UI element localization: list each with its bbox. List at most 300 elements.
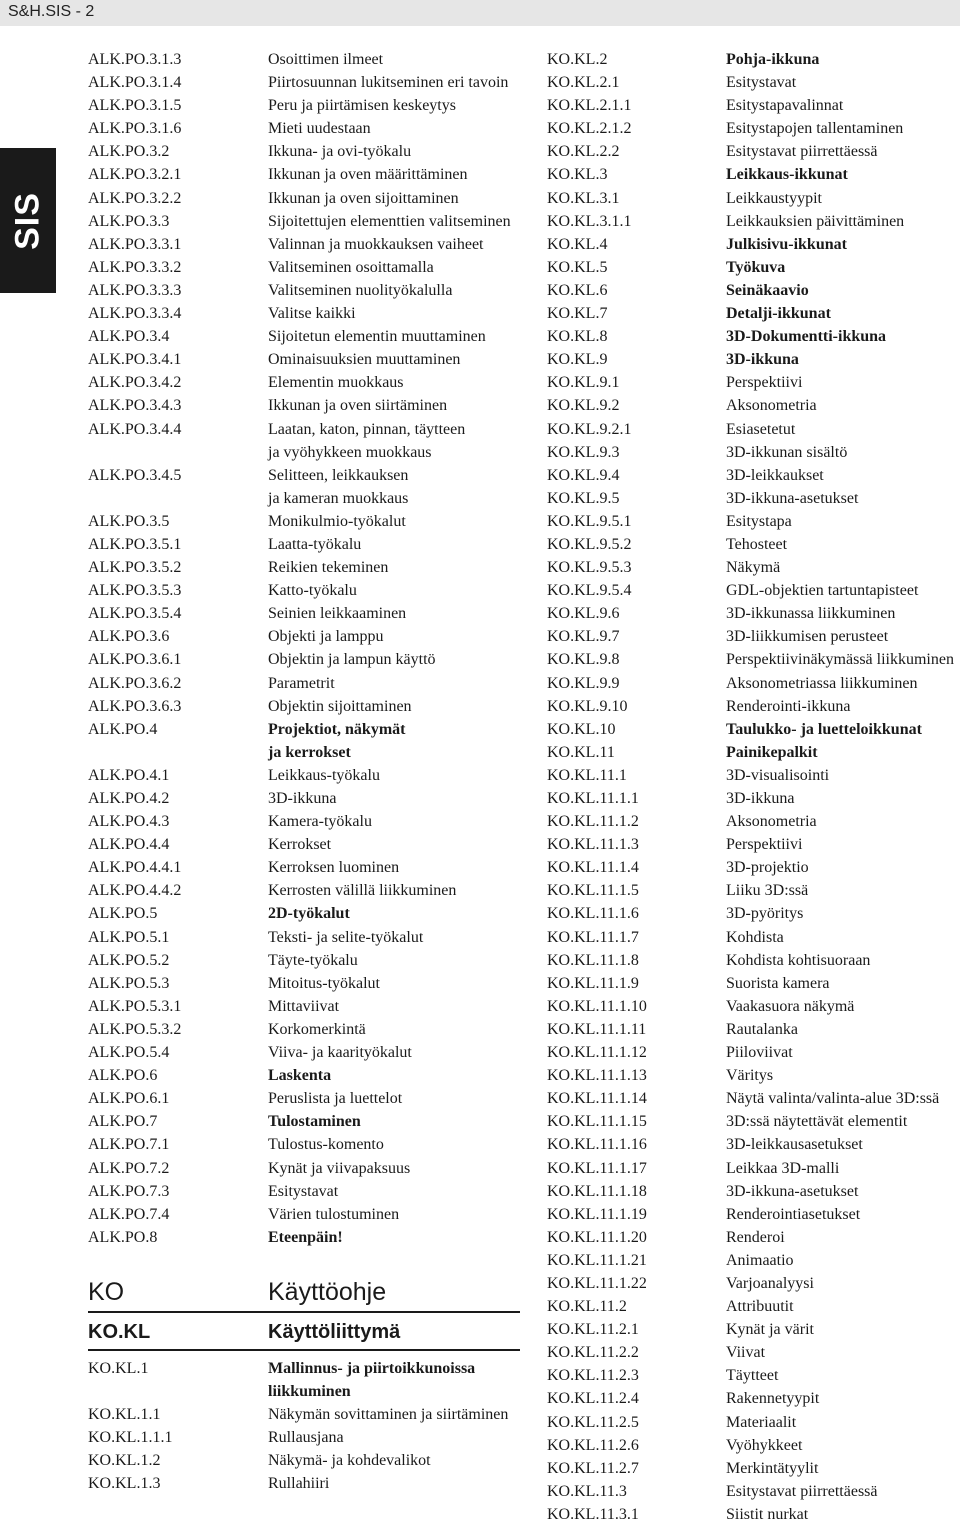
toc-entry	[547, 741, 960, 764]
toc-entry-code: KO.KL.11.1.4	[547, 859, 639, 877]
toc-entry	[547, 117, 960, 140]
toc-left-list-2	[88, 1357, 526, 1496]
toc-entry-code: KO.KL.9.3	[547, 443, 620, 461]
toc-entry	[547, 279, 960, 302]
toc-entry-code: ALK.PO.7.3	[88, 1182, 170, 1200]
toc-entry-title: Teksti- ja selite-työkalut	[268, 928, 424, 946]
toc-entry-code: KO.KL.2	[547, 51, 608, 68]
toc-entry-title: Renderoi	[726, 1228, 785, 1246]
toc-entry	[88, 418, 526, 441]
toc-entry-code: KO.KL.1.1.1	[88, 1429, 173, 1447]
toc-entry-code: KO.KL.11.1.15	[547, 1113, 647, 1131]
toc-entry-code	[88, 441, 268, 464]
toc-entry-title: ja kerrokset	[268, 743, 351, 761]
toc-entry-code: KO.KL.2.1.1	[547, 97, 632, 115]
toc-entry-title: ja kameran muokkaus	[268, 489, 409, 507]
toc-entry-title: Tulostus-komento	[268, 1136, 384, 1154]
toc-entry-title: Renderointi-ikkuna	[726, 697, 851, 715]
section-divider	[88, 1349, 520, 1351]
toc-entry	[88, 810, 526, 833]
toc-entry-title: Aksonometria	[726, 813, 817, 831]
toc-right-column	[547, 48, 960, 1526]
toc-entry-title: Näkymän sovittaminen ja siirtäminen	[268, 1406, 509, 1424]
toc-entry	[547, 1364, 960, 1387]
toc-entry	[547, 902, 960, 925]
toc-entry-code: KO.KL.11.1.3	[547, 836, 639, 854]
toc-entry-title: 3D-projektio	[726, 859, 809, 877]
section-ko	[88, 1277, 526, 1313]
section-code: KO	[88, 1277, 125, 1306]
toc-entry-title: Mittaviivat	[268, 997, 340, 1015]
toc-entry	[88, 695, 526, 718]
toc-entry	[547, 1133, 960, 1156]
toc-entry	[88, 1203, 526, 1226]
toc-entry	[547, 602, 960, 625]
toc-entry-title: Varjoanalyysi	[726, 1274, 814, 1292]
toc-entry	[88, 1472, 526, 1495]
toc-entry-title: 2D-työkalut	[268, 905, 350, 923]
toc-entry-title: Tulostaminen	[268, 1113, 361, 1131]
toc-entry	[547, 256, 960, 279]
toc-entry	[88, 1226, 526, 1249]
toc-entry-code: KO.KL.11.3.1	[547, 1505, 639, 1523]
toc-entry	[88, 764, 526, 787]
toc-entry-code: ALK.PO.3.5.1	[88, 535, 182, 553]
toc-entry-title: Objekti ja lamppu	[268, 628, 384, 646]
toc-entry-title: Kynät ja viivapaksuus	[268, 1159, 411, 1177]
toc-entry-code: ALK.PO.3.3	[88, 212, 170, 230]
toc-entry	[547, 1249, 960, 1272]
toc-entry-title: Aksonometriassa liikkuminen	[726, 674, 918, 692]
toc-entry-code: ALK.PO.3.2.1	[88, 166, 182, 184]
toc-entry	[547, 625, 960, 648]
toc-entry	[547, 394, 960, 417]
toc-entry-title: 3D-ikkunassa liikkuminen	[726, 605, 896, 623]
toc-entry	[88, 394, 526, 417]
toc-entry	[547, 1341, 960, 1364]
toc-entry	[547, 579, 960, 602]
toc-entry-code: KO.KL.3.1.1	[547, 212, 632, 230]
toc-entry	[547, 71, 960, 94]
toc-entry	[547, 348, 960, 371]
toc-entry-code: ALK.PO.3.4.3	[88, 397, 182, 415]
toc-entry-code: ALK.PO.3.3.2	[88, 258, 182, 276]
toc-entry-title: 3D-ikkuna	[726, 790, 795, 807]
toc-entry-code: KO.KL.9	[547, 351, 608, 369]
toc-entry-title: ja vyöhykkeen muokkaus	[268, 443, 432, 461]
toc-entry-code: ALK.PO.5	[88, 905, 158, 923]
toc-entry	[547, 695, 960, 718]
toc-entry	[547, 302, 960, 325]
toc-entry	[88, 1110, 526, 1133]
toc-entry-code: KO.KL.11.1	[547, 766, 627, 784]
toc-entry-title: Viiva- ja kaarityökalut	[268, 1044, 412, 1062]
toc-entry	[547, 94, 960, 117]
toc-entry-code	[88, 1380, 268, 1403]
toc-entry-code: ALK.PO.3.4.4	[88, 420, 182, 438]
toc-entry-title: 3D-ikkuna-asetukset	[726, 489, 859, 507]
toc-entry	[547, 1064, 960, 1087]
toc-entry-title: Detalji-ikkunat	[726, 305, 831, 323]
toc-entry-title: Viivat	[726, 1344, 766, 1362]
section-title: Käyttöliittymä	[268, 1320, 401, 1343]
toc-entry-code: KO.KL.3.1	[547, 189, 620, 207]
toc-entry	[547, 533, 960, 556]
toc-entry	[88, 879, 526, 902]
toc-entry-code: KO.KL.11.1.5	[547, 882, 639, 900]
toc-entry	[88, 371, 526, 394]
toc-entry-code: KO.KL.11.3	[547, 1482, 627, 1500]
toc-entry	[88, 487, 526, 510]
toc-entry-code: KO.KL.11.1.19	[547, 1205, 647, 1223]
section-divider	[88, 1311, 520, 1313]
toc-entry-title: Näytä valinta/valinta-alue 3D:ssä	[726, 1090, 940, 1108]
toc-entry-title: Vyöhykkeet	[726, 1436, 803, 1454]
toc-entry	[88, 625, 526, 648]
toc-entry-code: ALK.PO.4.4.2	[88, 882, 182, 900]
toc-entry-title: Sijoitettujen elementtien valitseminen	[268, 212, 511, 230]
toc-entry-title: Piirtosuunnan lukitseminen eri tavoin	[268, 74, 509, 92]
toc-entry	[547, 163, 960, 186]
toc-entry-code: KO.KL.9.5.3	[547, 559, 632, 577]
toc-entry-title: Attribuutit	[726, 1298, 794, 1316]
toc-entry-code: ALK.PO.5.3	[88, 974, 170, 992]
toc-entry-title: Aksonometria	[726, 397, 817, 415]
toc-entry-code: ALK.PO.3.4.5	[88, 466, 182, 484]
toc-entry	[88, 533, 526, 556]
toc-entry-title: Ominaisuuksien muuttaminen	[268, 351, 461, 369]
toc-entry-title: Valitseminen nuolityökalulla	[268, 281, 453, 299]
toc-entry-title: Ikkuna- ja ovi-työkalu	[268, 143, 412, 161]
toc-entry-code: KO.KL.11.1.12	[547, 1044, 647, 1062]
section-heading-ko	[88, 1277, 526, 1307]
toc-entry	[88, 163, 526, 186]
toc-entry-code: KO.KL.9.5.1	[547, 512, 632, 530]
toc-entry-code: KO.KL.11.1.20	[547, 1228, 647, 1246]
toc-entry	[88, 1180, 526, 1203]
toc-entry-code: ALK.PO.3.3.1	[88, 235, 182, 253]
toc-entry-title: Perspektiivinäkymässä liikkuminen	[726, 651, 954, 669]
toc-entry-code: KO.KL.11.2.6	[547, 1436, 639, 1454]
toc-entry-title: Näkymä- ja kohdevalikot	[268, 1452, 431, 1470]
toc-entry	[547, 1180, 960, 1203]
toc-entry-title: Valitse kaikki	[268, 305, 356, 323]
toc-entry-code: KO.KL.9.2	[547, 397, 620, 415]
toc-entry	[547, 718, 960, 741]
toc-entry-title: Valinnan ja muokkauksen vaiheet	[268, 235, 484, 253]
toc-entry-title: Rakennetyypit	[726, 1390, 820, 1408]
toc-entry-title: 3D-leikkausasetukset	[726, 1136, 863, 1154]
toc-entry-title: Korkomerkintä	[268, 1020, 366, 1038]
toc-entry	[88, 718, 526, 741]
toc-entry-title: 3D-liikkumisen perusteet	[726, 628, 889, 646]
toc-entry-title: Leikkaus-työkalu	[268, 766, 380, 784]
toc-entry	[88, 210, 526, 233]
toc-entry-title: 3D:ssä näytettävät elementit	[726, 1113, 908, 1131]
toc-entry-code: ALK.PO.7.1	[88, 1136, 170, 1154]
toc-entry	[88, 94, 526, 117]
toc-entry-code: KO.KL.9.5	[547, 489, 620, 507]
toc-left-column	[88, 48, 526, 1495]
toc-entry-code: KO.KL.10	[547, 720, 616, 738]
toc-entry	[547, 810, 960, 833]
toc-entry-title: Kerrokset	[268, 836, 332, 854]
toc-entry-code: KO.KL.11	[547, 743, 615, 761]
toc-entry-code: KO.KL.11.1.10	[547, 997, 647, 1015]
toc-entry-code: KO.KL.9.4	[547, 466, 620, 484]
toc-entry-title: Esitystapa	[726, 512, 792, 530]
toc-entry-title: Esitystapavalinnat	[726, 97, 844, 115]
toc-entry	[547, 48, 960, 71]
toc-entry-code: ALK.PO.3.5	[88, 512, 170, 530]
toc-entry-code: ALK.PO.4	[88, 720, 158, 738]
toc-entry-code: KO.KL.11.2	[547, 1298, 627, 1316]
toc-entry	[88, 348, 526, 371]
toc-entry-code: KO.KL.9.1	[547, 374, 620, 392]
toc-entry-title: Pohja-ikkuna	[726, 51, 820, 68]
toc-entry-code: ALK.PO.3.1.3	[88, 51, 182, 68]
toc-entry-title: 3D-ikkunan sisältö	[726, 443, 848, 461]
toc-entry-title: Laskenta	[268, 1067, 332, 1085]
toc-entry	[547, 672, 960, 695]
toc-entry-title: Esiasetetut	[726, 420, 796, 438]
toc-entry-code: ALK.PO.3.2.2	[88, 189, 182, 207]
toc-entry-code: ALK.PO.6	[88, 1067, 158, 1085]
toc-entry	[547, 233, 960, 256]
toc-entry	[88, 1041, 526, 1064]
toc-entry	[88, 995, 526, 1018]
toc-entry	[547, 140, 960, 163]
toc-entry-code: ALK.PO.3.4	[88, 328, 170, 346]
toc-entry	[547, 371, 960, 394]
toc-entry	[547, 1157, 960, 1180]
toc-entry	[547, 648, 960, 671]
toc-entry-code: KO.KL.6	[547, 281, 608, 299]
toc-entry-code: ALK.PO.3.1.6	[88, 120, 182, 138]
toc-entry-code: ALK.PO.3.2	[88, 143, 170, 161]
toc-entry-code: KO.KL.8	[547, 328, 608, 346]
toc-entry-title: Kamera-työkalu	[268, 813, 372, 831]
toc-entry	[547, 1203, 960, 1226]
toc-entry	[88, 1064, 526, 1087]
toc-entry	[547, 1041, 960, 1064]
toc-entry-code: KO.KL.11.1.6	[547, 905, 639, 923]
toc-entry-code: ALK.PO.5.1	[88, 928, 170, 946]
toc-entry-title: Valitseminen osoittamalla	[268, 258, 434, 276]
toc-entry-title: Tehosteet	[726, 535, 788, 553]
toc-entry	[88, 833, 526, 856]
toc-entry-title: 3D-visualisointi	[726, 766, 830, 784]
toc-entry-title: 3D-pyöritys	[726, 905, 804, 923]
toc-entry	[547, 995, 960, 1018]
toc-entry-code: KO.KL.9.5.4	[547, 582, 632, 600]
toc-entry-code: KO.KL.9.2.1	[547, 420, 632, 438]
toc-entry	[88, 672, 526, 695]
toc-entry	[547, 833, 960, 856]
toc-entry-title: Suorista kamera	[726, 974, 830, 992]
toc-entry-title: Selitteen, leikkauksen	[268, 466, 409, 484]
toc-entry-title: Väritys	[726, 1067, 774, 1085]
toc-entry	[88, 972, 526, 995]
toc-entry-title: Esitystapojen tallentaminen	[726, 120, 904, 138]
toc-entry-code	[88, 487, 268, 510]
toc-entry-title: Perspektiivi	[726, 836, 803, 854]
toc-entry	[547, 926, 960, 949]
toc-entry-title: Täyte-työkalu	[268, 951, 358, 969]
toc-entry	[88, 1380, 526, 1403]
toc-entry	[88, 556, 526, 579]
toc-entry-code: KO.KL.7	[547, 305, 608, 323]
toc-entry-code: ALK.PO.5.3.2	[88, 1020, 182, 1038]
toc-entry	[547, 1318, 960, 1341]
toc-entry-code: KO.KL.9.8	[547, 651, 620, 669]
toc-entry	[88, 117, 526, 140]
toc-entry	[88, 787, 526, 810]
toc-entry	[547, 879, 960, 902]
toc-entry	[88, 1449, 526, 1472]
toc-entry-code: ALK.PO.4.4	[88, 836, 170, 854]
toc-entry-title: Rullahiiri	[268, 1475, 330, 1493]
toc-entry-title: Elementin muokkaus	[268, 374, 404, 392]
toc-entry-title: Rullausjana	[268, 1429, 344, 1447]
toc-entry-code: KO.KL.11.1.11	[547, 1020, 647, 1038]
toc-entry-code: KO.KL.11.1.8	[547, 951, 639, 969]
toc-entry	[88, 1157, 526, 1180]
toc-entry-title: Osoittimen ilmeet	[268, 51, 384, 68]
toc-entry	[88, 1357, 526, 1380]
toc-entry-code: KO.KL.9.5.2	[547, 535, 632, 553]
toc-entry	[547, 510, 960, 533]
toc-entry-code: KO.KL.11.1.7	[547, 928, 639, 946]
toc-entry-code: ALK.PO.3.1.5	[88, 97, 182, 115]
toc-entry-title: 3D-ikkuna	[268, 790, 337, 807]
toc-entry	[88, 1018, 526, 1041]
toc-entry-title: 3D-ikkuna	[726, 351, 799, 369]
toc-entry-title: Perspektiivi	[726, 374, 803, 392]
toc-entry-title: Kerroksen luominen	[268, 859, 400, 877]
toc-entry-code: ALK.PO.5.2	[88, 951, 170, 969]
toc-entry	[547, 1295, 960, 1318]
toc-entry-title: Esitystavat piirrettäessä	[726, 1482, 878, 1500]
toc-entry-code: KO.KL.11.2.7	[547, 1459, 639, 1477]
toc-entry-code: ALK.PO.3.6	[88, 628, 170, 646]
toc-entry-title: Mallinnus- ja piirtoikkunoissa	[268, 1359, 476, 1377]
toc-entry-code: KO.KL.11.1.16	[547, 1136, 647, 1154]
toc-entry-title: Katto-työkalu	[268, 582, 357, 600]
toc-entry	[547, 856, 960, 879]
toc-entry	[547, 1110, 960, 1133]
toc-entry	[88, 187, 526, 210]
toc-entry	[88, 1426, 526, 1449]
toc-entry	[88, 464, 526, 487]
toc-entry	[547, 210, 960, 233]
toc-entry-code: ALK.PO.3.3.3	[88, 281, 182, 299]
toc-entry-code: ALK.PO.7.4	[88, 1205, 170, 1223]
toc-entry-code: KO.KL.11.2.2	[547, 1344, 639, 1362]
toc-entry-title: Leikkaustyypit	[726, 189, 822, 207]
toc-entry-title: 3D-ikkuna-asetukset	[726, 1182, 859, 1200]
toc-entry	[547, 1226, 960, 1249]
toc-entry-code: KO.KL.11.1.2	[547, 813, 639, 831]
toc-entry-title: Eteenpäin!	[268, 1228, 343, 1246]
toc-entry-code: KO.KL.5	[547, 258, 608, 276]
toc-entry	[547, 764, 960, 787]
toc-entry-code	[88, 741, 268, 764]
toc-entry-title: Ikkunan ja oven sijoittaminen	[268, 189, 459, 207]
toc-entry-title: Merkintätyylit	[726, 1459, 819, 1477]
toc-entry-code: KO.KL.11.1.22	[547, 1274, 647, 1292]
toc-entry-code: KO.KL.11.1.18	[547, 1182, 647, 1200]
toc-entry-title: Ikkunan ja oven määrittäminen	[268, 166, 468, 184]
toc-entry	[547, 418, 960, 441]
toc-entry-title: Mitoitus-työkalut	[268, 974, 380, 992]
toc-entry-title: 3D-Dokumentti-ikkuna	[726, 328, 887, 346]
toc-entry-code: ALK.PO.3.4.1	[88, 351, 182, 369]
section-kokl	[88, 1319, 526, 1351]
toc-entry-code: ALK.PO.8	[88, 1228, 158, 1246]
toc-entry-code: KO.KL.9.10	[547, 697, 628, 715]
toc-entry-code: ALK.PO.3.1.4	[88, 74, 182, 92]
toc-entry-title: Objektin sijoittaminen	[268, 697, 412, 715]
toc-entry-code: ALK.PO.7	[88, 1113, 158, 1131]
toc-entry	[547, 1272, 960, 1295]
toc-entry-code: KO.KL.9.6	[547, 605, 620, 623]
toc-entry	[88, 233, 526, 256]
toc-entry-title: Taulukko- ja luetteloikkunat	[726, 720, 922, 738]
toc-entry	[88, 256, 526, 279]
toc-entry-title: Peruslista ja luettelot	[268, 1090, 403, 1108]
toc-entry-title: Julkisivu-ikkunat	[726, 235, 847, 253]
toc-entry	[547, 464, 960, 487]
toc-right-list	[547, 48, 960, 1526]
toc-entry-code: ALK.PO.3.6.1	[88, 651, 182, 669]
toc-entry	[88, 1133, 526, 1156]
toc-entry	[547, 787, 960, 810]
toc-entry-title: Painikepalkit	[726, 743, 818, 761]
toc-entry	[547, 1411, 960, 1434]
toc-entry-title: Ikkunan ja oven siirtäminen	[268, 397, 448, 415]
toc-entry-code: KO.KL.11.2.1	[547, 1321, 639, 1339]
toc-entry	[88, 949, 526, 972]
toc-entry-title: Materiaalit	[726, 1413, 797, 1431]
toc-entry	[547, 441, 960, 464]
toc-entry-code: ALK.PO.6.1	[88, 1090, 170, 1108]
toc-entry-code: KO.KL.2.1	[547, 74, 620, 92]
toc-entry	[88, 1087, 526, 1110]
toc-entry	[88, 741, 526, 764]
toc-entry-code: ALK.PO.3.5.2	[88, 559, 182, 577]
toc-entry	[88, 579, 526, 602]
toc-entry-title: Täytteet	[726, 1367, 779, 1385]
toc-entry-code: KO.KL.11.1.17	[547, 1159, 647, 1177]
toc-entry-code: KO.KL.9.9	[547, 674, 620, 692]
toc-entry	[88, 856, 526, 879]
toc-entry	[88, 902, 526, 925]
toc-entry-code: ALK.PO.3.5.3	[88, 582, 182, 600]
toc-entry-code: ALK.PO.3.6.2	[88, 674, 182, 692]
toc-entry	[88, 602, 526, 625]
toc-entry-code: KO.KL.1	[88, 1359, 149, 1377]
toc-entry-code: KO.KL.11.2.4	[547, 1390, 639, 1408]
toc-entry-code: ALK.PO.7.2	[88, 1159, 170, 1177]
toc-entry-title: Seinien leikkaaminen	[268, 605, 407, 623]
toc-entry-title: Värien tulostuminen	[268, 1205, 400, 1223]
toc-entry-title: Parametrit	[268, 674, 335, 692]
toc-entry	[547, 1480, 960, 1503]
toc-entry-title: Piiloviivat	[726, 1044, 793, 1062]
toc-entry	[547, 1434, 960, 1457]
toc-entry	[88, 926, 526, 949]
